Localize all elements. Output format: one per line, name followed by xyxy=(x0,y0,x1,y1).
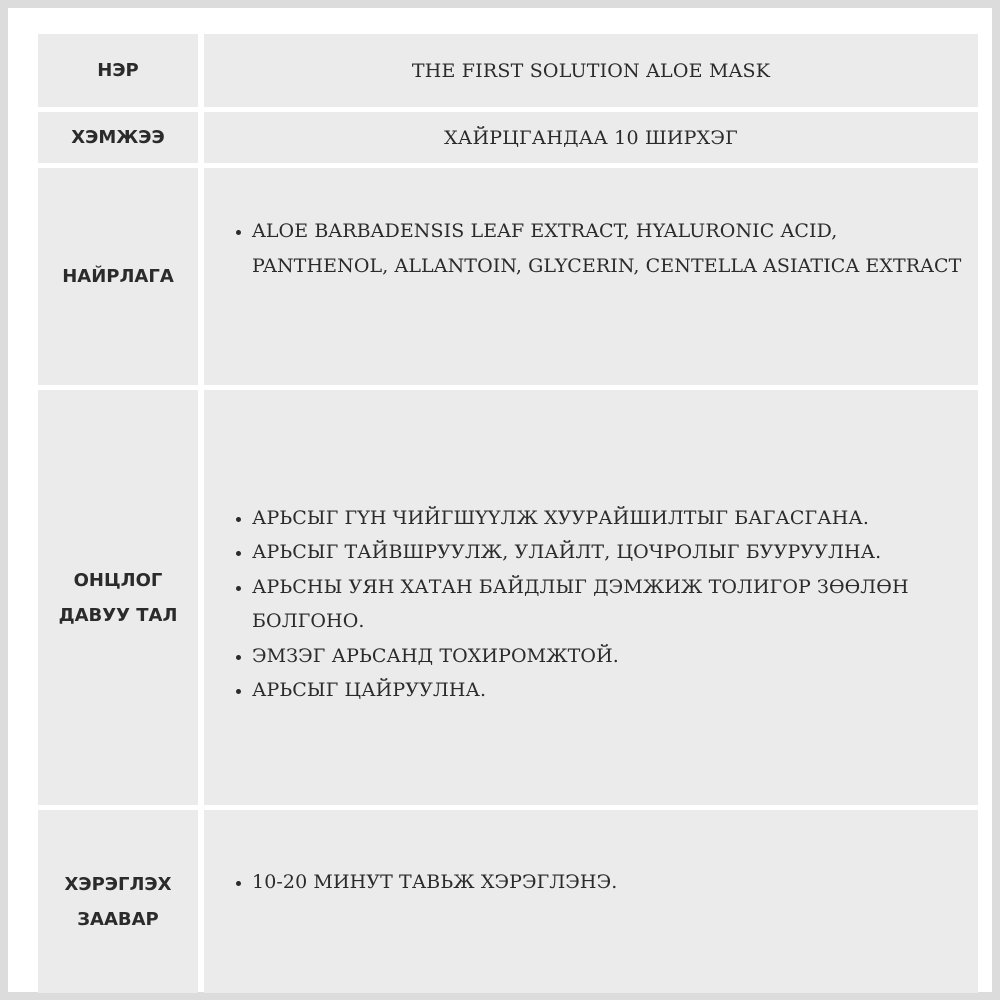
label-usage: ХЭРЭГЛЭХ ЗААВАР xyxy=(38,810,198,993)
value-usage xyxy=(204,810,978,993)
list-item: • АРЬСЫГ ЦАЙРУУЛНА. xyxy=(252,673,970,708)
list-item: • ALOE BARBADENSIS LEAF EXTRACT, HYALURONIC ACID, PANTHENOL, ALLANTOIN, GLYCERIN, CENTELLA ASIATICA EXTRACT xyxy=(252,214,970,283)
label-features: ОНЦЛОГ ДАВУУ ТАЛ xyxy=(38,390,198,805)
usage-list xyxy=(226,865,617,900)
list-item: • АРЬСНЫ УЯН ХАТАН БАЙДЛЫГ ДЭМЖИЖ ТОЛИГОР ЗӨӨЛӨН БОЛГОНО. xyxy=(252,570,970,639)
value-ingredients xyxy=(204,168,978,385)
label-name: НЭР xyxy=(38,34,198,107)
list-item: • ЭМЗЭГ АРЬСАНД ТОХИРОМЖТОЙ. xyxy=(252,639,970,674)
product-info-table xyxy=(38,34,978,993)
list-item: • 10-20 МИНУТ ТАВЬЖ ХЭРЭГЛЭНЭ. xyxy=(252,865,617,900)
list-item: • АРЬСЫГ ТАЙВШРУУЛЖ, УЛАЙЛТ, ЦОЧРОЛЫГ БУУРУУЛНА. xyxy=(252,535,970,570)
label-size: ХЭМЖЭЭ xyxy=(38,112,198,163)
page-frame xyxy=(8,8,992,992)
label-ingredients: НАЙРЛАГА xyxy=(38,168,198,385)
value-name: THE FIRST SOLUTION ALOE MASK xyxy=(204,34,978,107)
value-size: ХАЙРЦГАНДАА 10 ШИРХЭГ xyxy=(204,112,978,163)
list-item: • АРЬСЫГ ГҮН ЧИЙГШҮҮЛЖ ХУУРАЙШИЛТЫГ БАГАСГАНА. xyxy=(252,501,970,536)
ingredients-list xyxy=(226,214,970,283)
features-list xyxy=(226,501,970,708)
value-features xyxy=(204,390,978,805)
